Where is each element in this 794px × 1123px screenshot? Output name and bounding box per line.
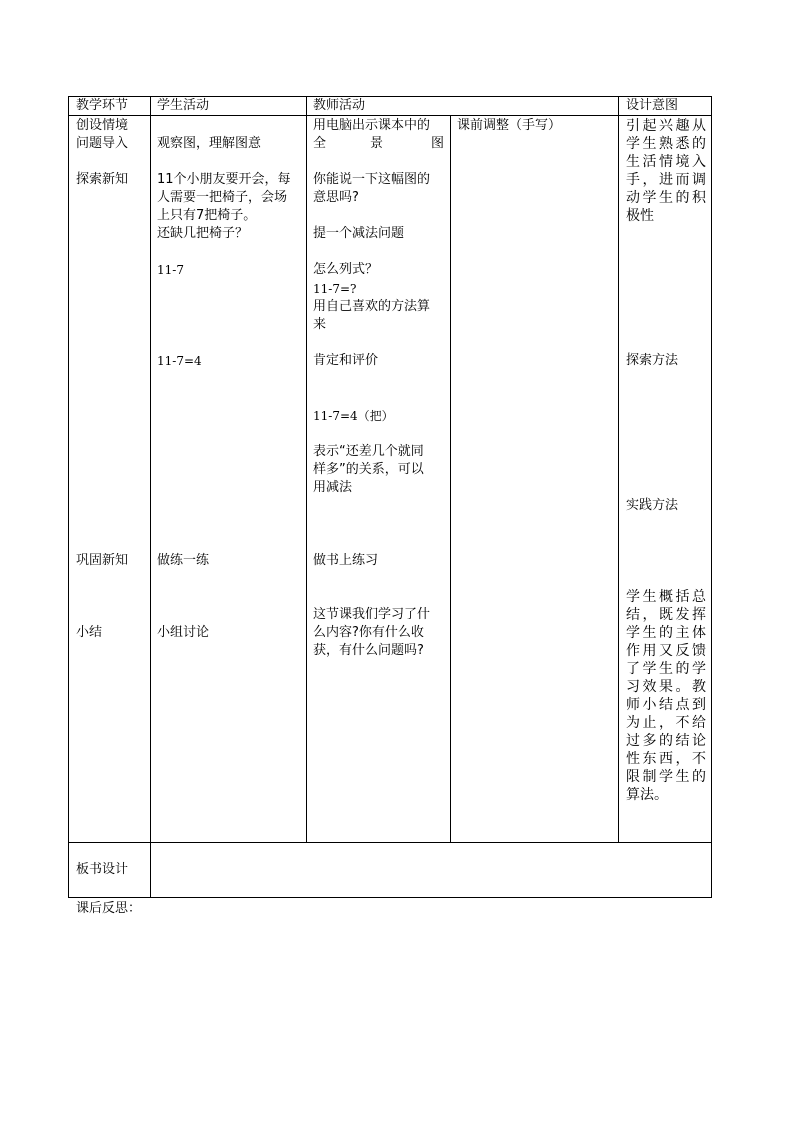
header-student: 学生活动 [157, 98, 210, 113]
teacher-book-practice: 做书上练习 [313, 553, 379, 568]
teacher-column-divider [450, 115, 451, 843]
stage-column-divider [150, 96, 151, 898]
teacher-show-word2: 景 [370, 136, 384, 151]
stage-intro-line2: 问题导入 [76, 136, 129, 151]
intent-summary-line5: 了学生的学 [626, 661, 706, 677]
student-discuss: 小组讨论 [157, 625, 210, 640]
intent-summary-line10: 性东西，不 [626, 751, 706, 767]
stage-explore: 探索新知 [76, 172, 129, 187]
intent-practice-method: 实践方法 [626, 498, 679, 513]
teacher-formula: 11-7=? [313, 282, 357, 296]
table-right-border [711, 96, 712, 898]
teacher-praise: 肯定和评价 [313, 353, 379, 368]
intent-summary-line4: 作用又反馈 [626, 643, 706, 659]
teacher-show-word3: 图 [431, 136, 445, 151]
intent-interest-line4: 手，进而调 [626, 172, 706, 188]
adjust-label: 课前调整（手写） [457, 118, 562, 133]
student-practice: 做练一练 [157, 553, 210, 568]
intent-summary-line2: 结，既发挥 [626, 607, 706, 623]
teacher-show-word1: 全 [313, 136, 327, 151]
intent-column-divider [618, 96, 619, 843]
intent-summary-line7: 师小结点到 [626, 697, 706, 713]
stage-summary: 小结 [76, 625, 103, 640]
teacher-own-method-line2: 来 [313, 317, 327, 332]
header-stage: 教学环节 [76, 98, 129, 113]
intent-interest-line3: 生活情境入 [626, 154, 706, 170]
intent-interest-line5: 动学生的积 [626, 190, 706, 206]
intent-interest-line1: 引起兴趣从 [626, 118, 706, 134]
table-left-border [68, 96, 69, 898]
intent-summary-line11: 限制学生的 [626, 769, 706, 785]
intent-interest-line6: 极性 [626, 208, 654, 224]
intent-explore-method: 探索方法 [626, 353, 679, 368]
teacher-relation-line1: 表示“还差几个就同 [313, 444, 424, 459]
intent-summary-line1: 学生概括总 [626, 589, 706, 605]
intent-interest [626, 117, 706, 225]
header-teacher: 教师活动 [313, 98, 366, 113]
student-problem-line1: 11个小朋友要开会，每 [157, 172, 291, 187]
student-expression: 11-7 [157, 263, 184, 277]
teacher-result: 11-7=4（把） [313, 409, 394, 423]
header-divider [68, 115, 712, 116]
teacher-relation-line2: 样多”的关系，可以 [313, 462, 424, 477]
student-answer: 11-7=4 [157, 354, 202, 368]
intent-summary-line8: 为止，不给 [626, 715, 706, 731]
teacher-pose-problem: 提一个减法问题 [313, 226, 405, 241]
reflection-label: 课后反思： [76, 901, 142, 916]
intent-summary-line9: 过多的结论 [626, 733, 706, 749]
intent-summary-line3: 学生的主体 [626, 625, 706, 641]
board-row-divider [68, 842, 712, 843]
teacher-summary-question-line3: 获，有什么问题吗? [313, 643, 424, 658]
teacher-ask-meaning-line1: 你能说一下这幅图的 [313, 172, 431, 187]
student-column-divider [306, 96, 307, 843]
stage-consolidate: 巩固新知 [76, 553, 129, 568]
teacher-summary-question-line1: 这节课我们学习了什 [313, 607, 431, 622]
teacher-relation-line3: 用减法 [313, 480, 353, 495]
teacher-ask-meaning-line2: 意思吗? [313, 190, 359, 205]
intent-summary-line6: 习效果。教 [626, 679, 706, 695]
teacher-summary-question-line2: 么内容?你有什么收 [313, 625, 424, 640]
student-observe: 观察图，理解图意 [157, 136, 262, 151]
intent-interest-line2: 学生熟悉的 [626, 136, 706, 152]
table-bottom-border [68, 897, 712, 898]
stage-intro-line1: 创设情境 [76, 118, 129, 133]
teacher-how-formula: 怎么列式？ [313, 262, 379, 277]
student-problem-line2: 人需要一把椅子，会场 [157, 190, 288, 205]
header-intent: 设计意图 [626, 98, 679, 113]
board-design-label: 板书设计 [76, 862, 129, 877]
teacher-own-method-line1: 用自己喜欢的方法算 [313, 299, 431, 314]
intent-summary-line12: 算法。 [626, 787, 668, 803]
intent-summary [626, 588, 706, 804]
student-problem-line3: 上只有7把椅子。 [157, 208, 257, 223]
teacher-show-line2 [313, 135, 445, 153]
student-question: 还缺几把椅子？ [157, 226, 249, 241]
teacher-show-line1: 用电脑出示课本中的 [313, 118, 431, 133]
